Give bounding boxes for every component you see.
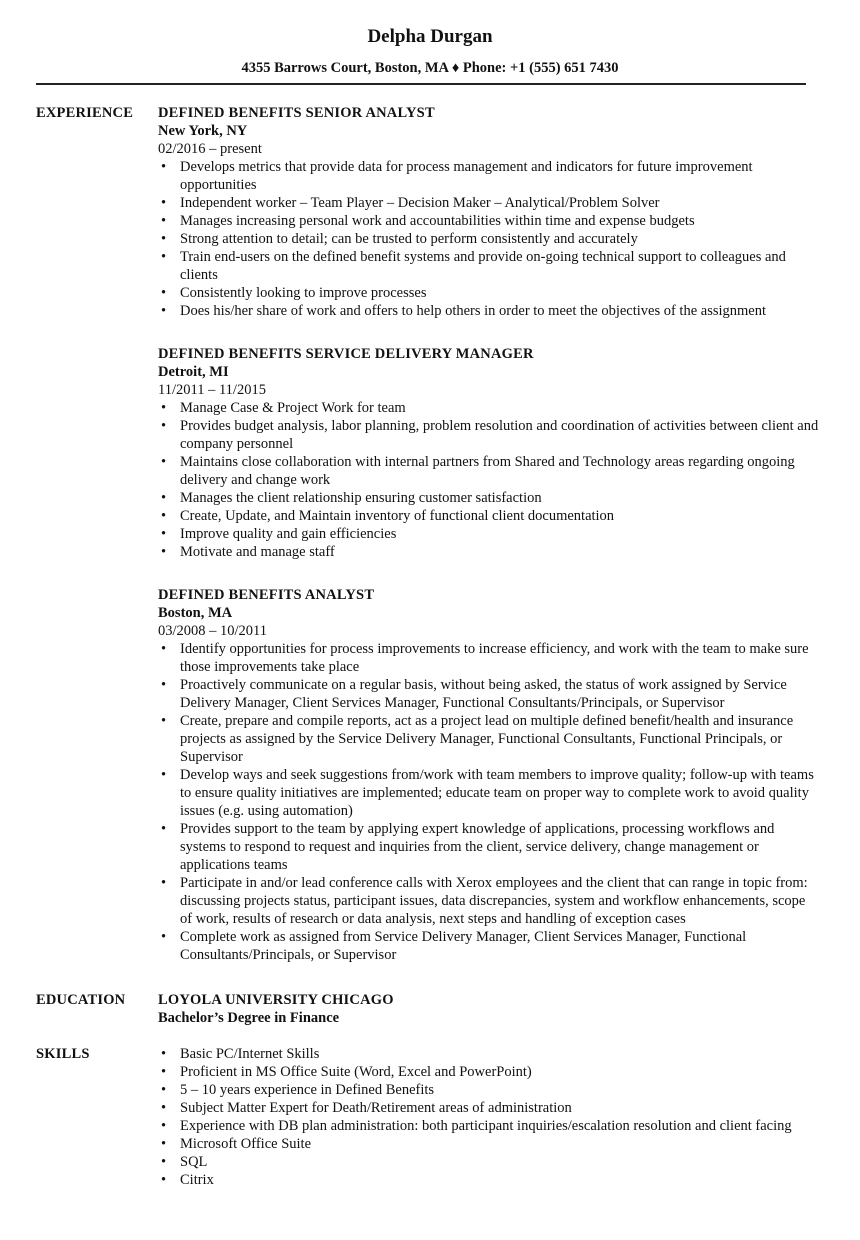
list-item: • Subject Matter Expert for Death/Retirement areas of administration xyxy=(158,1099,820,1117)
education-section xyxy=(0,991,860,1027)
job-entry xyxy=(158,345,820,561)
skills-list xyxy=(158,1045,820,1189)
experience-section xyxy=(0,104,860,964)
education-heading: EDUCATION xyxy=(36,992,126,1008)
job-bullets xyxy=(158,158,820,320)
resume-header xyxy=(0,0,860,77)
list-item: • Develops metrics that provide data for process management and indicators for future improvement opportunities xyxy=(158,158,820,194)
list-item: • Proactively communicate on a regular basis, without being asked, the status of work assigned by Service Delivery Manager, Client Services Manager, Functional Consultants/Principals, or Supervisor xyxy=(158,676,820,712)
header-divider xyxy=(36,83,806,85)
list-item: • Strong attention to detail; can be trusted to perform consistently and accurately xyxy=(158,230,820,248)
list-item: • Complete work as assigned from Service Delivery Manager, Client Services Manager, Functional Consultants/Principals, or Supervisor xyxy=(158,928,820,964)
list-item: • Manages increasing personal work and accountabilities within time and expense budgets xyxy=(158,212,820,230)
list-item: • Create, Update, and Maintain inventory of functional client documentation xyxy=(158,507,820,525)
list-item: • Participate in and/or lead conference calls with Xerox employees and the client that can range in topic from: discussing projects status, participant issues, data discrepancies, system and workflow enhancements, scope of work, results of research or data analysis, next steps and handling of exception cases xyxy=(158,874,820,928)
job-dates: 03/2008 – 10/2011 xyxy=(158,623,268,639)
job-title: DEFINED BENEFITS SERVICE DELIVERY MANAGER xyxy=(158,346,534,362)
list-item: • Citrix xyxy=(158,1171,820,1189)
job-location: Detroit, MI xyxy=(158,364,229,380)
list-item: • Manage Case & Project Work for team xyxy=(158,399,820,417)
list-item: • Microsoft Office Suite xyxy=(158,1135,820,1153)
list-item: • Improve quality and gain efficiencies xyxy=(158,525,820,543)
job-bullets xyxy=(158,399,820,561)
list-item: • Identify opportunities for process improvements to increase efficiency, and work with the team to make sure those improvements take place xyxy=(158,640,820,676)
list-item: • Independent worker – Team Player – Decision Maker – Analytical/Problem Solver xyxy=(158,194,820,212)
list-item: • Proficient in MS Office Suite (Word, Excel and PowerPoint) xyxy=(158,1063,820,1081)
job-location: Boston, MA xyxy=(158,605,233,621)
degree: Bachelor’s Degree in Finance xyxy=(158,1010,340,1026)
job-title: DEFINED BENEFITS ANALYST xyxy=(158,587,375,603)
skills-section xyxy=(0,1045,860,1189)
experience-body xyxy=(158,104,820,964)
candidate-name: Delpha Durgan xyxy=(367,26,493,47)
contact-line: 4355 Barrows Court, Boston, MA ♦ Phone: +1 (555) 651 7430 xyxy=(241,60,619,76)
list-item: • Create, prepare and compile reports, act as a project lead on multiple defined benefit/health and insurance projects as assigned by the Service Delivery Manager, Functional Consultants, Functional Principals, or Supervisor xyxy=(158,712,820,766)
list-item: • Develop ways and seek suggestions from/work with team members to improve quality; follow-up with teams to ensure quality initiatives are implemented; educate team on proper way to complete work to avoid quality issues (e.g. using automation) xyxy=(158,766,820,820)
skills-body xyxy=(158,1045,820,1189)
job-dates: 02/2016 – present xyxy=(158,141,262,157)
job-location: New York, NY xyxy=(158,123,248,139)
list-item: • Maintains close collaboration with internal partners from Shared and Technology areas regarding ongoing delivery and change work xyxy=(158,453,820,489)
job-title: DEFINED BENEFITS SENIOR ANALYST xyxy=(158,105,435,121)
job-bullets xyxy=(158,640,820,964)
job-entry xyxy=(158,586,820,964)
list-item: • Does his/her share of work and offers to help others in order to meet the objectives of the assignment xyxy=(158,302,820,320)
list-item: • 5 – 10 years experience in Defined Benefits xyxy=(158,1081,820,1099)
experience-heading: EXPERIENCE xyxy=(36,105,134,121)
list-item: • Provides support to the team by applying expert knowledge of applications, processing workflows and systems to respond to request and inquiries from the client, service delivery, change management or applications teams xyxy=(158,820,820,874)
list-item: • Provides budget analysis, labor planning, problem resolution and coordination of activities between client and company personnel xyxy=(158,417,820,453)
list-item: • Consistently looking to improve processes xyxy=(158,284,820,302)
list-item: • Motivate and manage staff xyxy=(158,543,820,561)
list-item: • Train end-users on the defined benefit systems and provide on-going technical support to colleagues and clients xyxy=(158,248,820,284)
school-name: LOYOLA UNIVERSITY CHICAGO xyxy=(158,992,394,1008)
job-entry xyxy=(158,104,820,320)
list-item: • Experience with DB plan administration: both participant inquiries/escalation resolution and client facing xyxy=(158,1117,820,1135)
skills-heading: SKILLS xyxy=(36,1046,90,1062)
job-dates: 11/2011 – 11/2015 xyxy=(158,382,266,398)
list-item: • Basic PC/Internet Skills xyxy=(158,1045,820,1063)
education-body xyxy=(158,991,820,1027)
list-item: • SQL xyxy=(158,1153,820,1171)
list-item: • Manages the client relationship ensuring customer satisfaction xyxy=(158,489,820,507)
